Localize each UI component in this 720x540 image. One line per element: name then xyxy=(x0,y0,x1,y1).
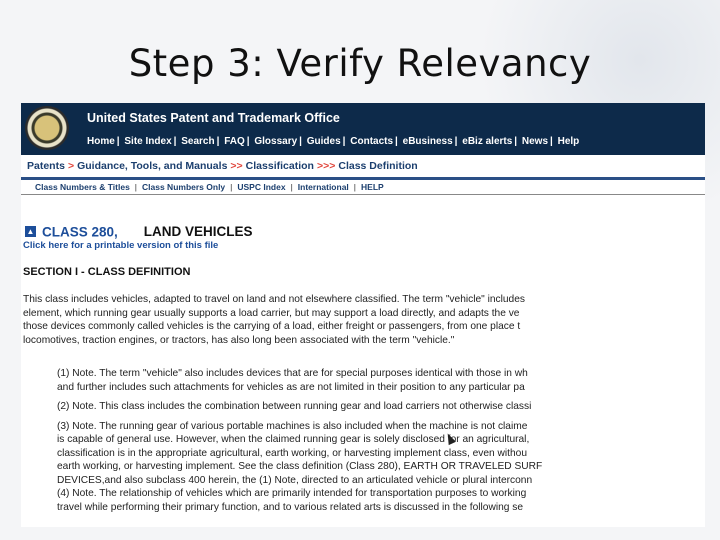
breadcrumb-guidance[interactable]: Guidance, Tools, and Manuals xyxy=(77,160,228,172)
note-line: (2) Note. This class includes the combination between running gear and load carriers not otherwise classi xyxy=(57,401,532,412)
subnav-help[interactable]: HELP xyxy=(361,182,384,192)
up-arrow-icon[interactable]: ▲ xyxy=(26,227,35,237)
printable-version-link[interactable]: Click here for a printable version of this file xyxy=(23,240,219,251)
class-heading xyxy=(25,223,253,241)
nav-separator: | xyxy=(514,136,518,147)
note-line: (1) Note. The term "vehicle" also includes devices that are for special purposes identical with those in wh xyxy=(57,368,528,379)
subnav-separator: | xyxy=(353,182,357,192)
paragraph-line: element, which running gear usually supports a load carrier, but may support a load directly, and adapts the ve xyxy=(23,307,520,319)
note-line: DEVICES,and also subclass 400 herein, the (1) Note, directed to an articulated vehicle or plural interconn xyxy=(57,474,533,486)
note-line: classification is in the appropriate agricultural, earth working, or harvesting implement class, even withou xyxy=(57,447,527,459)
nav-site-index[interactable]: Site Index xyxy=(124,136,172,147)
breadcrumb-classification[interactable]: Classification xyxy=(245,160,314,172)
nav-guides[interactable]: Guides xyxy=(306,136,341,147)
header-divider xyxy=(21,177,705,180)
nav-contacts[interactable]: Contacts xyxy=(350,136,394,147)
nav-help[interactable]: Help xyxy=(557,136,580,147)
notes-list xyxy=(57,367,542,514)
note-line: is capable of general use. However, when the claimed running gear is solely disclosed for an agricultural, xyxy=(57,434,530,445)
subnav-class-numbers-only[interactable]: Class Numbers Only xyxy=(142,182,226,192)
breadcrumb-arrow: >> xyxy=(230,160,243,172)
subnav-class-numbers-titles[interactable]: Class Numbers & Titles xyxy=(35,182,130,192)
nav-search[interactable]: Search xyxy=(181,136,215,147)
office-title: United States Patent and Trademark Office xyxy=(87,111,340,125)
sub-navigation xyxy=(35,182,384,192)
subnav-international[interactable]: International xyxy=(297,182,349,192)
nav-separator: | xyxy=(299,136,302,147)
subnav-uspc-index[interactable]: USPC Index xyxy=(237,182,286,192)
note-line: travel while performing their primary function, and to various related arts is discussed in the following se xyxy=(57,501,524,513)
paragraph-line: This class includes vehicles, adapted to travel on land and not elsewhere classified. The term "vehicle" includes xyxy=(23,294,525,305)
class-number: CLASS 280, xyxy=(42,224,118,240)
note-line: (3) Note. The running gear of various portable machines is also included when the machine is not claime xyxy=(57,420,528,432)
note-line: and further includes such attachments for vehicles as are not limited in their position to any particular pa xyxy=(57,381,525,393)
paragraph-line: those devices commonly called vehicles is the carrying of a load, either freight or passengers, from one place t xyxy=(23,321,521,332)
top-navigation xyxy=(87,136,579,147)
breadcrumb-arrow: >>> xyxy=(316,160,336,172)
breadcrumb xyxy=(21,155,705,177)
slide-title: Step 3: Verify Relevancy xyxy=(128,42,592,85)
subnav-divider xyxy=(21,194,705,195)
note-line: (4) Note. The relationship of vehicles which are primarily intended for transportation purposes to working xyxy=(57,488,527,499)
breadcrumb-arrow: > xyxy=(67,160,75,172)
nav-home[interactable]: Home xyxy=(87,136,115,147)
breadcrumb-patents[interactable]: Patents xyxy=(27,160,65,172)
nav-separator: | xyxy=(395,136,398,147)
uspto-seal-icon xyxy=(25,106,69,150)
nav-separator: | xyxy=(550,136,553,147)
uspto-header xyxy=(21,103,705,155)
nav-faq[interactable]: FAQ xyxy=(224,136,245,147)
subnav-separator: | xyxy=(134,182,138,192)
section-heading: SECTION I - CLASS DEFINITION xyxy=(23,266,191,278)
nav-glossary[interactable]: Glossary xyxy=(254,136,298,147)
nav-separator: | xyxy=(216,136,220,147)
subnav-separator: | xyxy=(230,182,233,192)
class-title: LAND VEHICLES xyxy=(143,224,253,240)
nav-news[interactable]: News xyxy=(521,136,549,147)
nav-separator: | xyxy=(116,136,120,147)
nav-separator: | xyxy=(246,136,250,147)
paragraph-line: locomotives, traction engines, or tractors, has also long been associated with the term "vehicle." xyxy=(23,334,455,346)
class-definition-paragraph xyxy=(23,293,705,347)
uspto-screenshot xyxy=(21,103,705,527)
breadcrumb-class-definition: Class Definition xyxy=(338,160,418,172)
subnav-separator: | xyxy=(290,182,293,192)
nav-separator: | xyxy=(454,136,458,147)
nav-separator: | xyxy=(173,136,177,147)
nav-ebusiness[interactable]: eBusiness xyxy=(402,136,453,147)
nav-ebiz-alerts[interactable]: eBiz alerts xyxy=(462,136,513,147)
note-line: earth working, or harvesting implement. See the class definition (Class 280), EARTH OR TRAVELED SURF xyxy=(57,461,543,472)
nav-separator: | xyxy=(342,136,346,147)
